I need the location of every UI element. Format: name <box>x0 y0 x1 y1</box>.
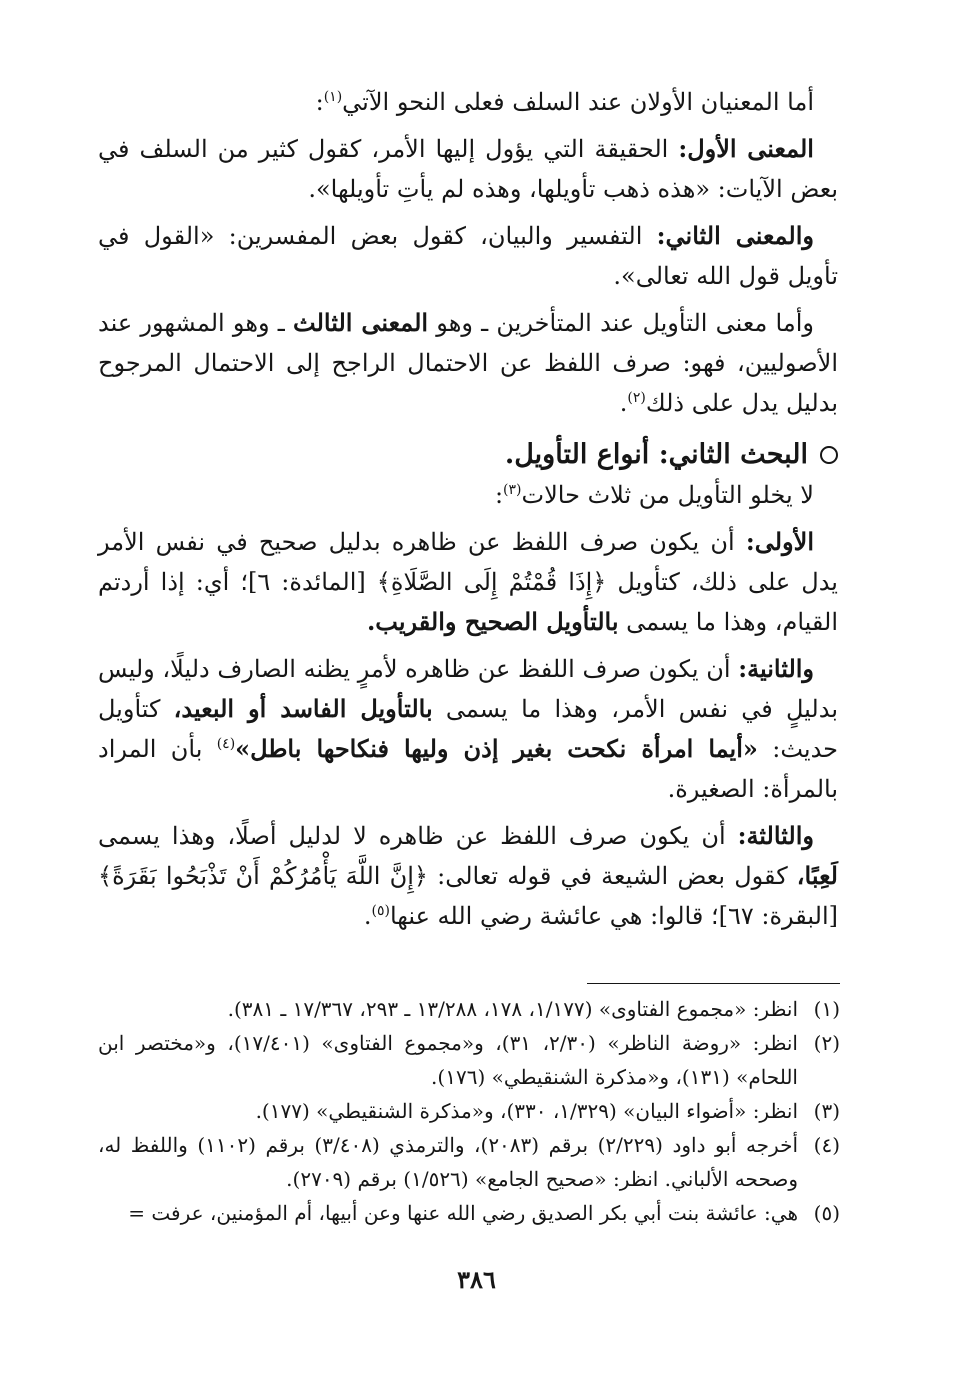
case-third-bold: لَعِبًا، <box>796 861 838 890</box>
circle-bullet-icon <box>820 446 838 464</box>
third-meaning-text-b: ـ وهو المشهور عند الأصوليين، فهو: صرف اللفظ عن الاحتمال الراجح إلى الاحتمال المرجوح بدليل يدل على ذلك <box>98 309 838 417</box>
third-meaning-end: . <box>619 389 628 417</box>
paragraph-intro <box>98 82 838 122</box>
paragraph-section-intro <box>98 475 838 515</box>
footnote-ref-5[interactable]: (٥) <box>371 903 390 919</box>
footnote-item <box>98 1128 840 1196</box>
case-first-bold: بالتأويل الصحيح والقريب. <box>366 607 619 636</box>
section-heading <box>98 435 838 475</box>
footnote-item <box>98 1094 840 1128</box>
third-meaning-text-a: وأما معنى التأويل عند المتأخرين ـ وهو <box>436 309 814 337</box>
footnote-text: هي: عائشة بنت أبي بكر الصديق رضي الله عنها وعن أبيها، أم المؤمنين، عرفت = <box>128 1201 798 1225</box>
case-second-text-b: كتأويل حديث: <box>98 695 838 763</box>
paragraph-case-second <box>98 649 838 809</box>
case-third-end: . <box>363 902 372 930</box>
footnote-text: انظر: «روضة الناظر» (٢/٣٠، ٣١)، و«مجموع الفتاوى» (١٧/٤٠١)، و«مختصر ابن اللحام» (١٣١)، و«مذكرة الشنقيطي» (١٧٦). <box>98 1031 798 1089</box>
footnote-number: (٥) <box>813 1201 840 1225</box>
case-second-text-c: بأن المراد بالمرأة: الصغيرة. <box>98 735 838 803</box>
footnote-separator <box>587 983 840 984</box>
page-number: ٣٨٦ <box>457 1265 496 1294</box>
footnote-number: (٢) <box>813 1031 840 1055</box>
first-meaning-label: المعنى الأول: <box>678 134 814 163</box>
footnote-item <box>98 1026 840 1094</box>
section-intro-end: : <box>494 481 504 509</box>
paragraph-case-third <box>98 816 838 936</box>
footnote-ref-3[interactable]: (٣) <box>503 482 522 498</box>
intro-end: : <box>315 88 324 116</box>
paragraph-first-meaning <box>98 129 838 209</box>
case-first-text: أن يكون صرف اللفظ عن ظاهره بدليل صحيح في نفس الأمر يدل على ذلك، كتأويل ﴿إِذَا قُمْتُمْ إِلَى الصَّلَاةِ﴾ [المائدة: ٦]؛ أي: إذا أردتم القيام، وهذا ما يسمى <box>98 528 838 636</box>
footnote-item <box>98 992 840 1026</box>
case-third-text-a: أن يكون صرف اللفظ عن ظاهره لا لدليل أصلًا، وهذا يسمى <box>98 822 726 850</box>
footnote-number: (١) <box>813 997 840 1021</box>
footnote-ref-1[interactable]: (١) <box>323 89 343 105</box>
case-second-bold: بالتأويل الفاسد أو البعيد، <box>173 694 433 723</box>
footnote-ref-2[interactable]: (٢) <box>627 390 646 406</box>
footnote-number: (٤) <box>813 1133 840 1157</box>
case-second-text-a: أن يكون صرف اللفظ عن ظاهره لأمرٍ يظنه الصارف دليلًا، وليس بدليلٍ في نفس الأمر، وهذا ما يسمى <box>98 655 838 723</box>
footnote-ref-4[interactable]: (٤) <box>216 736 236 752</box>
case-third-label: والثالثة: <box>737 821 814 850</box>
first-meaning-text: الحقيقة التي يؤول إليها الأمر، كقول كثير من السلف في بعض الآيات: «هذه ذهب تأويلها، وهذه لم يأتِ تأويلها». <box>98 135 838 203</box>
footnotes <box>98 992 840 1230</box>
footnote-text: انظر: «مجموع الفتاوى» (١/١٧٧، ١٧٨، ١٣/٢٨٨ ـ ٢٩٣، ١٧/٣٦٧ ـ ٣٨١). <box>227 997 798 1021</box>
footnote-text: أخرجه أبو داود (٢/٢٢٩) برقم (٢٠٨٣)، والترمذي (٣/٤٠٨) برقم (١١٠٢) واللفظ له، وصححه الألباني. انظر: «صحيح الجامع» (١/٥٢٦) برقم (٢٧٠٩). <box>98 1133 799 1191</box>
case-first-label: الأولى: <box>745 527 814 556</box>
footnote-item <box>98 1196 840 1230</box>
case-third-text-b: كقول بعض الشيعة في قوله تعالى: ﴿إِنَّ اللَّهَ يَأْمُرُكُمْ أَنْ تَذْبَحُوا بَقَرَةً﴾ [البقرة: ٦٧]؛ قالوا: هي عائشة رضي الله عنها <box>98 862 838 930</box>
third-meaning-bold: المعنى الثالث <box>293 308 429 337</box>
hadith-quote: «أيما امرأة نكحت بغير إذن وليها فنكاحها باطل» <box>235 734 758 763</box>
paragraph-second-meaning <box>98 216 838 296</box>
paragraph-case-first <box>98 522 838 642</box>
second-meaning-label: والمعنى الثاني: <box>656 221 815 250</box>
paragraph-third-meaning <box>98 303 838 423</box>
intro-text: أما المعنيان الأولان عند السلف فعلى النحو الآتي <box>342 88 814 116</box>
main-text <box>98 82 838 936</box>
section-heading-text: البحث الثاني: أنواع التأويل. <box>504 439 808 470</box>
footnote-number: (٣) <box>813 1099 840 1123</box>
second-meaning-text: التفسير والبيان، كقول بعض المفسرين: «القول في تأويل قول الله تعالى». <box>98 222 838 290</box>
footnote-text: انظر: «أضواء البيان» (١/٣٢٩، ٣٣٠)، و«مذكرة الشنقيطي» (١٧٧). <box>255 1099 798 1123</box>
case-second-label: والثانية: <box>738 654 815 683</box>
section-intro-text: لا يخلو التأويل من ثلاث حالات <box>521 481 814 509</box>
